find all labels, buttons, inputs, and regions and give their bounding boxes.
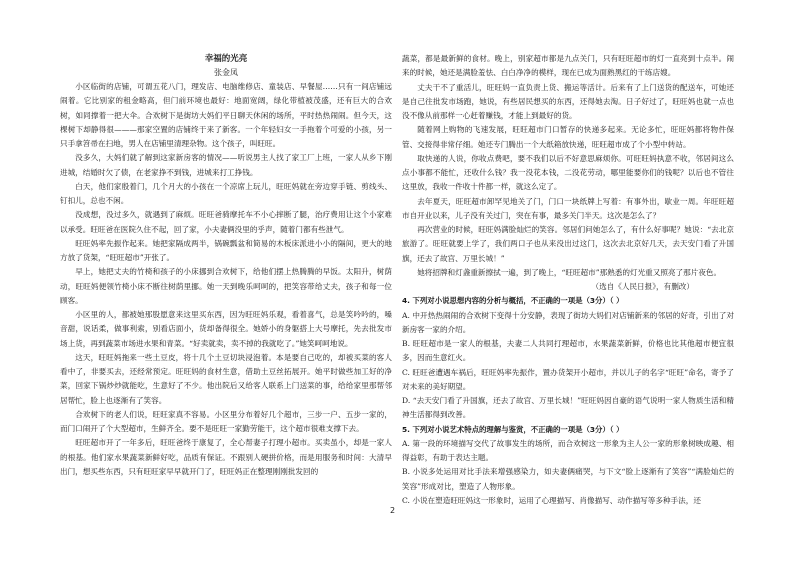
- paragraph: 旺旺超市开了一年多后，旺旺爸终于康复了，全心帮妻子打理小超市。买卖虽小，却是一家人的根基。他们家水果蔬菜新鲜好吃，品质有保证。不跟别人硬拼价格，而是用服务和时间：大清早出门，想买些东西，只有旺旺家早早就开门了，旺旺妈正在整理刚刚批发回的: [60, 438, 392, 476]
- article-source: （选自《人民日报》，有删改）: [591, 282, 694, 291]
- question-5-stem: 5. 下列对小说艺术特点的理解与鉴赏，不正确的一项是（3分）（ ）: [402, 424, 624, 434]
- page-number: 2: [390, 506, 396, 515]
- article-author: 张金凤: [214, 68, 238, 77]
- question-4-option-d: D. “去天安门看了升国旗，还去了故宫、万里长城！”旺旺妈因自豪的语气说明一家人物质生活和精神生活都得到改善。: [402, 396, 734, 420]
- question-5-option-a: A. 第一段的环境描写交代了故事发生的场所，而合欢树这一形象为主人公一家的形象树映成趣、相得益彰，有助于表达主题。: [402, 438, 734, 462]
- paragraph: 没成想，没过多久，就遇到了麻烦。旺旺爸骑摩托车不小心摔断了腿，治疗费用让这个小家难以承受。旺旺爸在医院久住不起，回了家，小夫妻俩没里的乎声，随着门都有些泄气。: [60, 210, 392, 234]
- paragraph: 蔬菜，都是最新鲜的食材。晚上，别家超市都是九点关门，只有旺旺超市的灯一直亮到十点半。闹来的时候，她还是满脸羞怯、白白净净的模样，现在已成为面熟黑红的干练店嫂。: [402, 54, 734, 78]
- paragraph: 小区临街的店铺，可谓五花八门，理发店、电脑维修店、童装店、早餐屋……只有一间店铺远闹着。它比别家的租金略高，但门前环境也最好：地面宽阔，绿化带植被茂盛，还有巨大的合欢树，如同撑着一把大伞。合欢树下是街坊大妈们平日聊天休闲的场所，平时热热闹闹。但今天，这棵树下却静得很———那家空置的店铺终于来了新客。一个年轻妇女一手拖着个可爱的小孩，另一只手拿笤帚在扫地，男人在店铺里清理杂物。这个孩子，叫旺旺。: [60, 82, 392, 148]
- question-4-option-c: C. 旺旺爸遭遇车祸后，旺旺妈率先振作，置办货架开小超市，并以儿子的名字“旺旺”命名，寄予了对未来的美好期望。: [402, 367, 734, 391]
- paragraph: 去年夏天，旺旺超市卸罕见地关了门，门口一块纸牌上写着：有事外出，歇业一周。年旺旺超市自开业以来，儿子没有关过门，突在有事，最多关门半天。这次是怎么了？: [402, 196, 734, 220]
- paragraph: 小区里的人，都被她那股愿意来这里买东西，因为旺旺妈乐观，看着喜气，总是笑吟吟的，嗓音甜，说话柔，做事利索，别看店面小，货却备得很全。她娇小的身躯搭上大号摩托，先去批发市场上货，再到蔬菜市场进水果和青菜。“好卖就卖，卖不掉的我就吃了。”她笑呵呵地说。: [60, 310, 392, 348]
- article-title: 幸福的光亮: [204, 54, 248, 64]
- paragraph: 没多久，大妈们就了解到这家新房客的情况——听说男主人找了家工厂上班，一家人从乡下刚进城，结婚时欠了债，在老家挣不到钱，进城来打工挣钱。: [60, 153, 392, 177]
- paragraph: 旺旺妈率先振作起来。她把家隔成两半，锅碗瓢盆和简易的木板床派进小小的隔间，更大的地方放了货架，“旺旺超市”开张了。: [60, 238, 392, 262]
- paragraph: 这天，旺旺妈拖来一些土豆皮，将十几个土豆切块浸泡着。本是要自己吃的，却被买菜的客人看中了，非要买去，还经常预定。旺旺妈的食材生意，借助土豆丝拓展开。她平时做些加工好的净菜，回家下锅炒炒就能吃，生意好了不少。他出院后又给客人联系上门送菜的事，给给家里那帮邻居帮忙，脸上也逐渐有了笑容。: [60, 352, 392, 405]
- right-column: [402, 52, 734, 508]
- paragraph: 早上，她把丈夫的竹椅和孩子的小床挪到合欢树下，给他们摆上热腾腾的早饭。太阳升，树荫动，旺旺妈便领竹椅小床不断往树荫里挪。她一天到晚乐呵呵的，把笑容带给丈夫，孩子和每一位顾客。: [60, 267, 392, 305]
- question-5-option-b: B. 小说多处运用对比手法来增强感染力，如夫妻俩痛哭，与下文“脸上逐渐有了笑容”“满脸灿烂的笑容”形成对比，塑造了人物形象。: [402, 467, 734, 491]
- left-column: [60, 52, 392, 479]
- paragraph: 取快递的人说，你收点费吧，要不我们以后不好意思麻烦你。可旺旺妈执意不收，邻居间这么点小事都不能忙，还收什么钱？我一没花本钱，二没花劳动，哪里能要你们的钱呢？以后也不管往这里放，我收一件收十件都一样，就这么定了。: [402, 153, 734, 192]
- paragraph: 合欢树下的老人们说，旺旺家真不容易。小区里分布着好几个超市，三步一户、五步一家的，而门口闹开了个大型超市，生鲜齐全。要不是旺旺一家勤劳能干，这个超市很难支撑下去。: [60, 409, 392, 433]
- question-4-option-b: B. 旺旺超市是一家人的根基，夫妻二人共同打理超市，水果蔬菜新鲜，价格也比其他超市便宜很多，因而生意红火。: [402, 339, 734, 363]
- question-5-option-c: C. 小说在塑造旺旺妈这一形象时，运用了心理描写、肖像描写、动作描写等多种手法，还: [402, 495, 701, 505]
- paragraph: 她将招牌和灯盏重新擦拭一遍，到了晚上，“旺旺超市”那熟悉的灯光重又照亮了那片夜色。: [417, 267, 722, 277]
- paragraph: 随着网上购物的飞速发展，旺旺超市门口暂存的快递多起来。无论多忙，旺旺妈都将物件保管、交接得非常仔细。她还专门腾出一个大纸箱放快递，旺旺超市成了个小型中转站。: [402, 125, 734, 149]
- paragraph: 再次营业的时候，旺旺妈满脸灿烂的笑容。邻居们问她怎么了，有什么好事呢？她说：“去北京旅游了。旺旺就要上学了，我们两口子也从来没出过这门，这次去北京好几天，去天安门看了升国旗，还去了故宫、万里长城！”: [402, 225, 734, 263]
- paragraph: 丈夫干不了重活儿，旺旺妈一直负责上货、搬运等活计。后来有了上门送货的配送车，可她还是自己往批发市场跑，她说，有些居民想买的东西，还得她去淘。日子好过了，旺旺妈也就一点也没不像从前那样一心赶着赚钱，才能上到最好的货。: [402, 82, 734, 120]
- paragraph: 白天，他们家殷着门，几个月大的小孩在一个凉席上玩儿，旺旺妈就在旁边穿手链、剪线头、钉扣儿，总也不闲。: [60, 181, 392, 205]
- question-4-option-a: A. 中开热热闹闹的合欢树下变得十分安静，表现了街坊大妈们对店铺新来的邻居的好奇，引出了对新房客一家的介绍。: [402, 310, 734, 334]
- question-4-stem: 4. 下列对小说思想内容的分析与概括，不正确的一项是（3分）（ ）: [402, 296, 624, 306]
